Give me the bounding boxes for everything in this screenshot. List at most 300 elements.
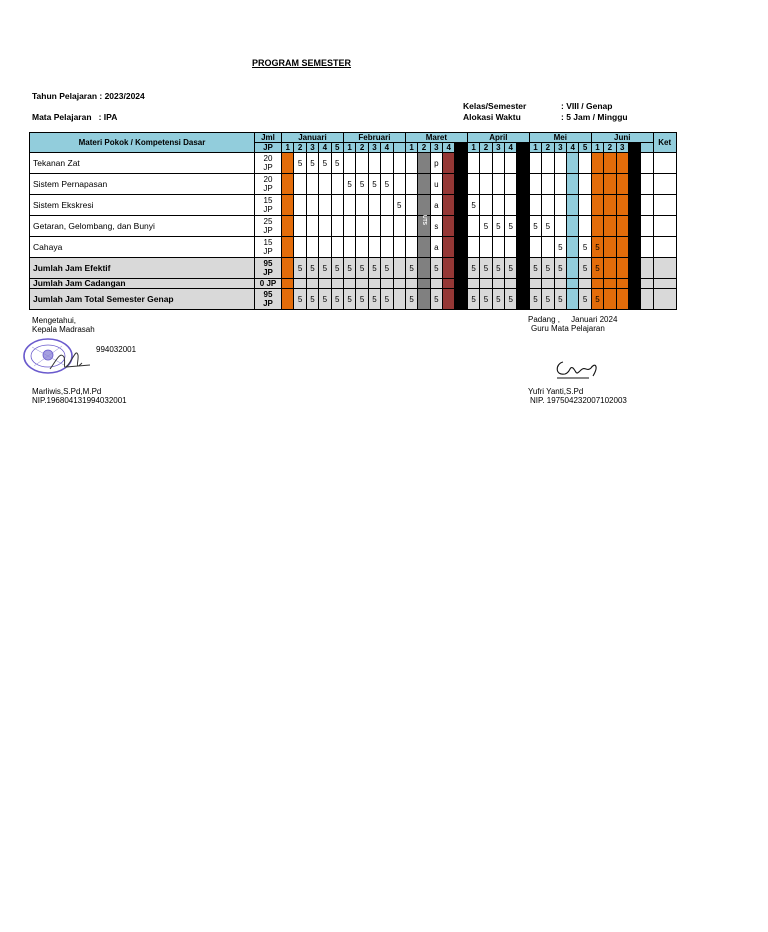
week-cell: 5 — [591, 237, 603, 258]
week-cell: 5 — [480, 258, 492, 279]
jp-cell — [255, 216, 282, 237]
week-cell — [455, 258, 467, 279]
week-cell — [418, 195, 430, 216]
week-cell — [566, 174, 578, 195]
guru-title: Guru Mata Pelajaran — [531, 324, 605, 333]
week-cell — [356, 279, 368, 289]
header-week: 4 — [443, 143, 455, 153]
jp-unit: JP — [263, 247, 273, 256]
week-cell — [480, 279, 492, 289]
week-cell — [604, 174, 616, 195]
week-cell — [505, 237, 517, 258]
week-cell — [591, 279, 603, 289]
week-cell — [591, 174, 603, 195]
week-cell — [616, 258, 628, 279]
week-cell — [604, 195, 616, 216]
header-week: 4 — [628, 143, 640, 153]
header-week: 1 — [529, 143, 541, 153]
week-cell: 5 — [343, 289, 355, 310]
header-week: 3 — [492, 143, 504, 153]
week-cell — [393, 279, 405, 289]
header-jml: Jml — [255, 133, 282, 143]
week-cell — [604, 289, 616, 310]
week-cell — [343, 195, 355, 216]
header-week — [641, 143, 653, 153]
ket-cell — [653, 237, 676, 258]
week-cell — [455, 216, 467, 237]
week-cell — [467, 153, 479, 174]
week-cell: 5 — [306, 153, 318, 174]
week-cell — [566, 279, 578, 289]
week-cell — [517, 289, 529, 310]
week-cell: 5 — [505, 258, 517, 279]
week-cell — [455, 174, 467, 195]
week-cell — [628, 279, 640, 289]
week-cell — [529, 279, 541, 289]
week-cell: 5 — [368, 258, 380, 279]
header-week: 5 — [579, 143, 591, 153]
week-cell — [319, 279, 331, 289]
week-cell — [628, 195, 640, 216]
tahun-pelajaran: Tahun Pelajaran : 2023/2024 — [32, 91, 145, 101]
ket-cell — [653, 174, 676, 195]
header-week: 3 — [554, 143, 566, 153]
jp-unit: JP — [263, 299, 273, 308]
week-cell — [505, 279, 517, 289]
header-week: 1 — [343, 143, 355, 153]
guru-signature-icon — [553, 356, 603, 384]
week-cell — [554, 279, 566, 289]
week-cell — [604, 279, 616, 289]
week-cell — [604, 258, 616, 279]
header-ket: Ket — [653, 133, 676, 153]
week-cell: 5 — [319, 153, 331, 174]
week-cell — [282, 237, 294, 258]
jp-value: 95 — [263, 290, 273, 299]
week-cell — [294, 216, 306, 237]
week-cell: 5 — [554, 237, 566, 258]
week-cell — [641, 153, 653, 174]
week-cell: 5 — [306, 289, 318, 310]
ket-cell — [653, 195, 676, 216]
header-week — [455, 143, 467, 153]
table-row — [30, 237, 677, 258]
week-cell — [306, 195, 318, 216]
week-cell: 5 — [505, 289, 517, 310]
week-cell — [405, 237, 417, 258]
materi-cell: Cahaya — [30, 237, 255, 258]
week-cell — [480, 174, 492, 195]
week-cell — [591, 153, 603, 174]
week-cell — [566, 237, 578, 258]
week-cell: 5 — [306, 258, 318, 279]
jp-value: 20 — [263, 154, 273, 163]
week-cell — [368, 279, 380, 289]
week-cell: 5 — [542, 258, 554, 279]
jp-unit: JP — [263, 268, 273, 277]
week-cell: 5 — [343, 258, 355, 279]
week-cell — [381, 195, 393, 216]
week-cell — [381, 237, 393, 258]
ket-cell — [653, 153, 676, 174]
week-cell — [443, 195, 455, 216]
week-cell: 5 — [529, 289, 541, 310]
week-cell — [331, 279, 343, 289]
week-cell — [492, 237, 504, 258]
week-cell — [566, 153, 578, 174]
jp-value: 95 — [263, 259, 273, 268]
jp-unit: JP — [263, 226, 273, 235]
place-date: Padang , Januari 2024 — [528, 315, 618, 324]
week-cell — [542, 237, 554, 258]
week-cell — [628, 153, 640, 174]
week-cell — [331, 237, 343, 258]
week-cell — [381, 216, 393, 237]
week-cell — [641, 289, 653, 310]
header-week: 1 — [591, 143, 603, 153]
week-cell: 5 — [430, 289, 442, 310]
week-cell — [306, 216, 318, 237]
week-cell — [517, 195, 529, 216]
week-cell: 5 — [529, 258, 541, 279]
week-cell: 5 — [542, 289, 554, 310]
week-cell — [331, 195, 343, 216]
table-row — [30, 153, 677, 174]
header-week — [393, 143, 405, 153]
header-week: 4 — [505, 143, 517, 153]
week-cell: 5 — [331, 153, 343, 174]
week-cell — [467, 216, 479, 237]
week-cell — [405, 279, 417, 289]
week-cell — [591, 195, 603, 216]
week-cell — [628, 216, 640, 237]
week-cell — [343, 216, 355, 237]
header-materi: Materi Pokok / Kompetensi Dasar — [30, 133, 255, 153]
week-cell — [393, 216, 405, 237]
week-cell — [319, 174, 331, 195]
week-cell: 5 — [381, 258, 393, 279]
week-cell — [579, 174, 591, 195]
week-cell — [393, 153, 405, 174]
week-cell: 5 — [294, 258, 306, 279]
header-week: 1 — [282, 143, 294, 153]
week-cell — [381, 279, 393, 289]
week-cell: 5 — [381, 174, 393, 195]
week-cell — [418, 258, 430, 279]
week-cell — [492, 153, 504, 174]
week-cell — [616, 195, 628, 216]
week-cell — [405, 195, 417, 216]
week-cell — [430, 279, 442, 289]
week-cell — [418, 237, 430, 258]
header-week: 3 — [430, 143, 442, 153]
week-cell — [604, 237, 616, 258]
week-cell — [343, 153, 355, 174]
week-cell — [294, 195, 306, 216]
week-cell: 5 — [492, 258, 504, 279]
week-cell: 5 — [467, 195, 479, 216]
jp-cell — [255, 174, 282, 195]
guru-nip: NIP. 197504232007102003 — [530, 396, 627, 405]
week-cell: 5 — [356, 289, 368, 310]
week-cell — [529, 174, 541, 195]
week-cell — [641, 237, 653, 258]
week-cell — [418, 174, 430, 195]
week-cell — [480, 195, 492, 216]
header-month: Januari — [282, 133, 344, 143]
week-cell — [418, 279, 430, 289]
week-cell — [542, 153, 554, 174]
week-cell — [356, 153, 368, 174]
summary-label: Jumlah Jam Efektif — [30, 258, 255, 279]
kepala-nip: NIP.196804131994032001 — [32, 396, 127, 405]
week-cell — [282, 195, 294, 216]
jp-value: 15 — [263, 196, 273, 205]
week-cell — [368, 195, 380, 216]
week-cell: a — [430, 195, 442, 216]
week-cell — [368, 153, 380, 174]
header-week: 2 — [604, 143, 616, 153]
mengetahui-text: Mengetahui, — [32, 316, 77, 325]
week-cell — [443, 279, 455, 289]
week-cell — [641, 258, 653, 279]
week-cell — [591, 216, 603, 237]
week-cell: 5 — [579, 289, 591, 310]
week-cell — [294, 279, 306, 289]
week-cell — [529, 237, 541, 258]
week-cell — [529, 195, 541, 216]
week-cell — [542, 195, 554, 216]
week-cell: 5 — [542, 216, 554, 237]
week-cell: 5 — [492, 289, 504, 310]
week-cell — [368, 237, 380, 258]
materi-cell: Tekanan Zat — [30, 153, 255, 174]
uts-vertical-label: UTS — [420, 214, 427, 225]
week-cell — [604, 153, 616, 174]
page-title: PROGRAM SEMESTER — [252, 58, 352, 68]
week-cell: 5 — [505, 216, 517, 237]
header-week: 4 — [319, 143, 331, 153]
week-cell — [517, 216, 529, 237]
week-cell — [529, 153, 541, 174]
week-cell — [368, 216, 380, 237]
header-week: 5 — [331, 143, 343, 153]
week-cell — [554, 153, 566, 174]
ket-cell — [653, 289, 676, 310]
week-cell: 5 — [368, 289, 380, 310]
week-cell — [467, 237, 479, 258]
week-cell — [628, 174, 640, 195]
week-cell: 5 — [368, 174, 380, 195]
week-cell — [443, 174, 455, 195]
header-week: 4 — [566, 143, 578, 153]
materi-cell: Getaran, Gelombang, dan Bunyi — [30, 216, 255, 237]
materi-cell: Sistem Pernapasan — [30, 174, 255, 195]
kepala-signature-icon — [46, 343, 92, 377]
header-week: 2 — [294, 143, 306, 153]
week-cell — [319, 195, 331, 216]
week-cell — [542, 174, 554, 195]
week-cell — [517, 237, 529, 258]
week-cell — [579, 279, 591, 289]
week-cell — [443, 216, 455, 237]
week-cell — [393, 289, 405, 310]
week-cell: 5 — [467, 289, 479, 310]
kelas-value: : VIII / Genap — [561, 101, 613, 111]
week-cell — [319, 216, 331, 237]
week-cell: 5 — [356, 174, 368, 195]
header-week: 3 — [368, 143, 380, 153]
week-cell — [628, 258, 640, 279]
week-cell: 5 — [405, 258, 417, 279]
week-cell — [455, 195, 467, 216]
week-cell: 5 — [480, 289, 492, 310]
week-cell — [505, 153, 517, 174]
week-cell — [616, 216, 628, 237]
week-cell — [542, 279, 554, 289]
week-cell — [443, 289, 455, 310]
week-cell — [343, 237, 355, 258]
header-month: Maret — [405, 133, 467, 143]
week-cell — [566, 289, 578, 310]
week-cell — [641, 174, 653, 195]
header-month: Juni — [591, 133, 653, 143]
week-cell — [331, 174, 343, 195]
week-cell: 5 — [430, 258, 442, 279]
week-cell — [554, 216, 566, 237]
week-cell — [554, 174, 566, 195]
header-week: 2 — [480, 143, 492, 153]
week-cell — [381, 153, 393, 174]
week-cell: 5 — [529, 216, 541, 237]
week-cell — [443, 258, 455, 279]
week-cell: 5 — [554, 258, 566, 279]
week-cell — [393, 237, 405, 258]
week-cell — [405, 174, 417, 195]
week-cell — [505, 195, 517, 216]
header-week: 2 — [418, 143, 430, 153]
header-jp: JP — [255, 143, 282, 153]
header-week: 2 — [542, 143, 554, 153]
week-cell — [282, 289, 294, 310]
week-cell — [616, 279, 628, 289]
week-cell — [405, 153, 417, 174]
week-cell: 5 — [579, 237, 591, 258]
week-cell — [455, 153, 467, 174]
week-cell — [455, 289, 467, 310]
jp-cell — [255, 195, 282, 216]
week-cell: 5 — [579, 258, 591, 279]
jp-value: 20 — [263, 175, 273, 184]
week-cell — [604, 216, 616, 237]
header-week: 1 — [467, 143, 479, 153]
summary-row — [30, 289, 677, 310]
week-cell — [405, 216, 417, 237]
week-cell — [331, 216, 343, 237]
week-cell — [393, 174, 405, 195]
week-cell — [306, 174, 318, 195]
week-cell — [443, 237, 455, 258]
week-cell — [294, 174, 306, 195]
week-cell — [628, 289, 640, 310]
week-cell — [517, 174, 529, 195]
week-cell: 5 — [294, 289, 306, 310]
week-cell — [356, 237, 368, 258]
header-month: Mei — [529, 133, 591, 143]
week-cell — [579, 195, 591, 216]
program-semester-table — [29, 132, 677, 310]
week-cell — [418, 289, 430, 310]
week-cell — [282, 216, 294, 237]
week-cell: a — [430, 237, 442, 258]
week-cell — [356, 195, 368, 216]
week-cell — [443, 153, 455, 174]
week-cell — [282, 174, 294, 195]
week-cell: 5 — [467, 258, 479, 279]
jp-unit: JP — [263, 163, 273, 172]
week-cell: 5 — [591, 289, 603, 310]
week-cell: u — [430, 174, 442, 195]
week-cell: 5 — [405, 289, 417, 310]
header-month: Februari — [343, 133, 405, 143]
header-week: 3 — [306, 143, 318, 153]
week-cell — [628, 237, 640, 258]
jp-unit: JP — [263, 205, 273, 214]
guru-name: Yufri Yanti,S.Pd — [528, 387, 584, 396]
week-cell — [467, 279, 479, 289]
jp-cell — [255, 237, 282, 258]
week-cell — [455, 279, 467, 289]
week-cell: 5 — [331, 289, 343, 310]
jp-value: 15 — [263, 238, 273, 247]
week-cell — [467, 174, 479, 195]
kelas-label: Kelas/Semester — [463, 101, 527, 111]
week-cell — [418, 153, 430, 174]
week-cell — [517, 258, 529, 279]
week-cell — [554, 195, 566, 216]
summary-row — [30, 279, 677, 289]
ket-cell — [653, 216, 676, 237]
week-cell — [616, 174, 628, 195]
week-cell — [579, 216, 591, 237]
summary-row — [30, 258, 677, 279]
table-row — [30, 174, 677, 195]
week-cell — [294, 237, 306, 258]
week-cell — [319, 237, 331, 258]
week-cell — [566, 216, 578, 237]
week-cell — [579, 153, 591, 174]
week-cell — [343, 279, 355, 289]
week-cell — [306, 279, 318, 289]
jp-cell — [255, 153, 282, 174]
week-cell: 5 — [381, 289, 393, 310]
week-cell — [641, 195, 653, 216]
ket-cell — [653, 258, 676, 279]
mata-pelajaran: Mata Pelajaran : IPA — [32, 112, 118, 122]
week-cell: 5 — [343, 174, 355, 195]
week-cell: 5 — [331, 258, 343, 279]
jp-cell — [255, 258, 282, 279]
summary-label: Jumlah Jam Cadangan — [30, 279, 255, 289]
week-cell — [641, 279, 653, 289]
week-cell — [455, 237, 467, 258]
week-cell: 5 — [554, 289, 566, 310]
week-cell — [505, 174, 517, 195]
week-cell — [282, 279, 294, 289]
week-cell — [492, 195, 504, 216]
alokasi-value: : 5 Jam / Minggu — [561, 112, 628, 122]
week-cell — [616, 153, 628, 174]
